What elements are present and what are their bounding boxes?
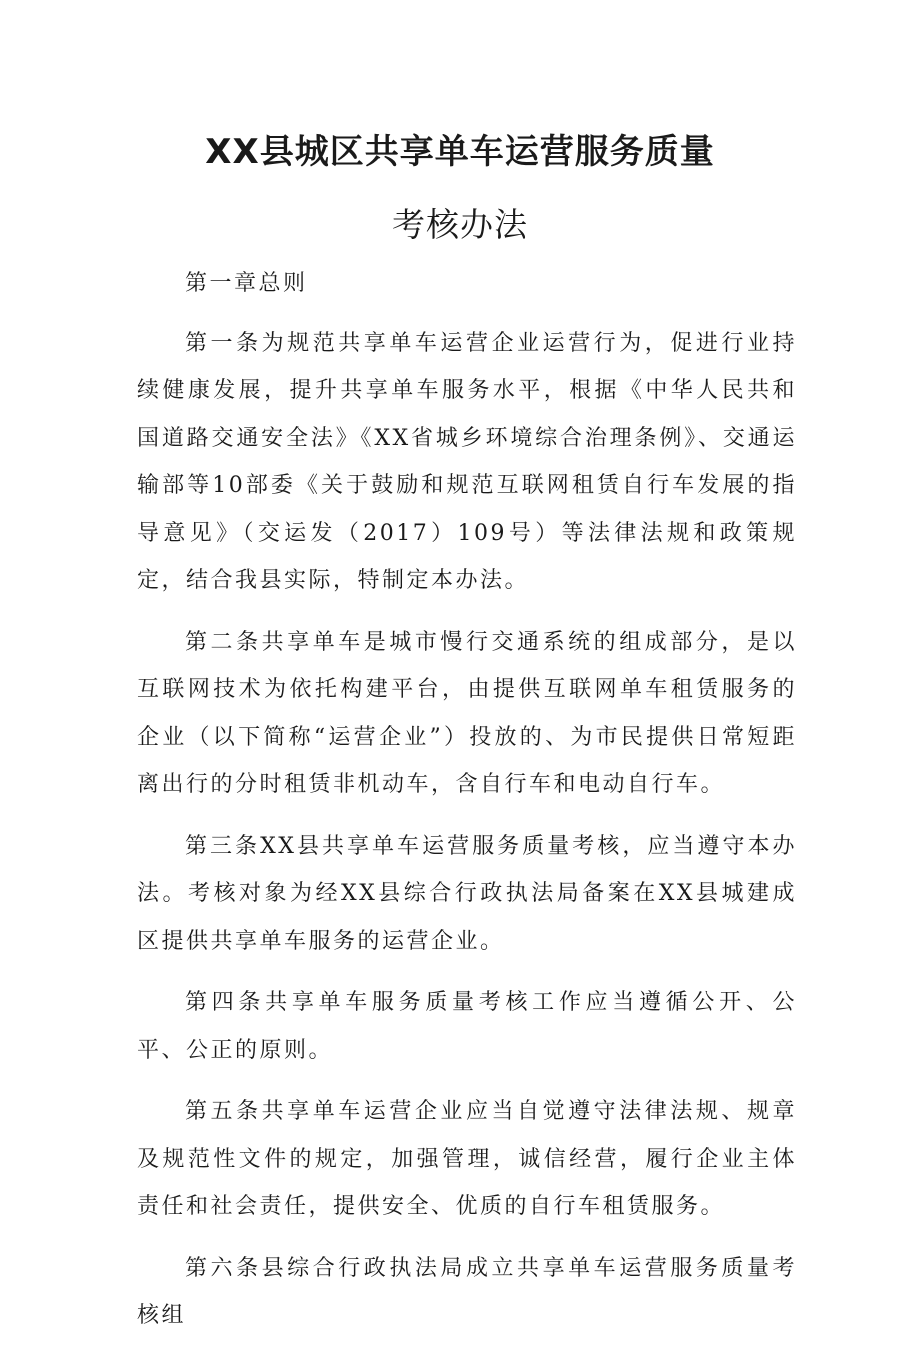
article-5: 第五条共享单车运营企业应当自觉遵守法律法规、规章及规范性文件的规定，加强管理，诚信经营，履行企业主体责任和社会责任，提供安全、优质的自行车租赁服务。 [137,1099,797,1219]
article-2: 第二条共享单车是城市慢行交通系统的组成部分，是以互联网技术为依托构建平台，由提供互联网单车租赁服务的企业（以下简称“运营企业”）投放的、为市民提供日常短距离出行的分时租赁非机动车，含自行车和电动自行车。 [137,629,797,797]
article-1: 第一条为规范共享单车运营企业运营行为，促进行业持续健康发展，提升共享单车服务水平，根据《中华人民共和国道路交通安全法》《XX省城乡环境综合治理条例》、交通运输部等10部委《关于鼓励和规范互联网租赁自行车发展的指导意见》（交运发（2017）109号）等法律法规和政策规定，结合我县实际，特制定本办法。 [137,330,797,593]
document-title-line2: 考核办法 [392,205,528,244]
document-body [137,260,797,1354]
document-title-line1: XX县城区共享单车运营服务质量 [205,132,715,172]
chapter-heading: 第一章总则 [185,271,308,296]
article-3: 第三条XX县共享单车运营服务质量考核，应当遵守本办法。考核对象为经XX县综合行政执法局备案在XX县城建成区提供共享单车服务的运营企业。 [137,833,797,954]
article-4: 第四条共享单车服务质量考核工作应当遵循公开、公平、公正的原则。 [137,990,797,1063]
article-6: 第六条县综合行政执法局成立共享单车运营服务质量考核组 [137,1255,797,1328]
